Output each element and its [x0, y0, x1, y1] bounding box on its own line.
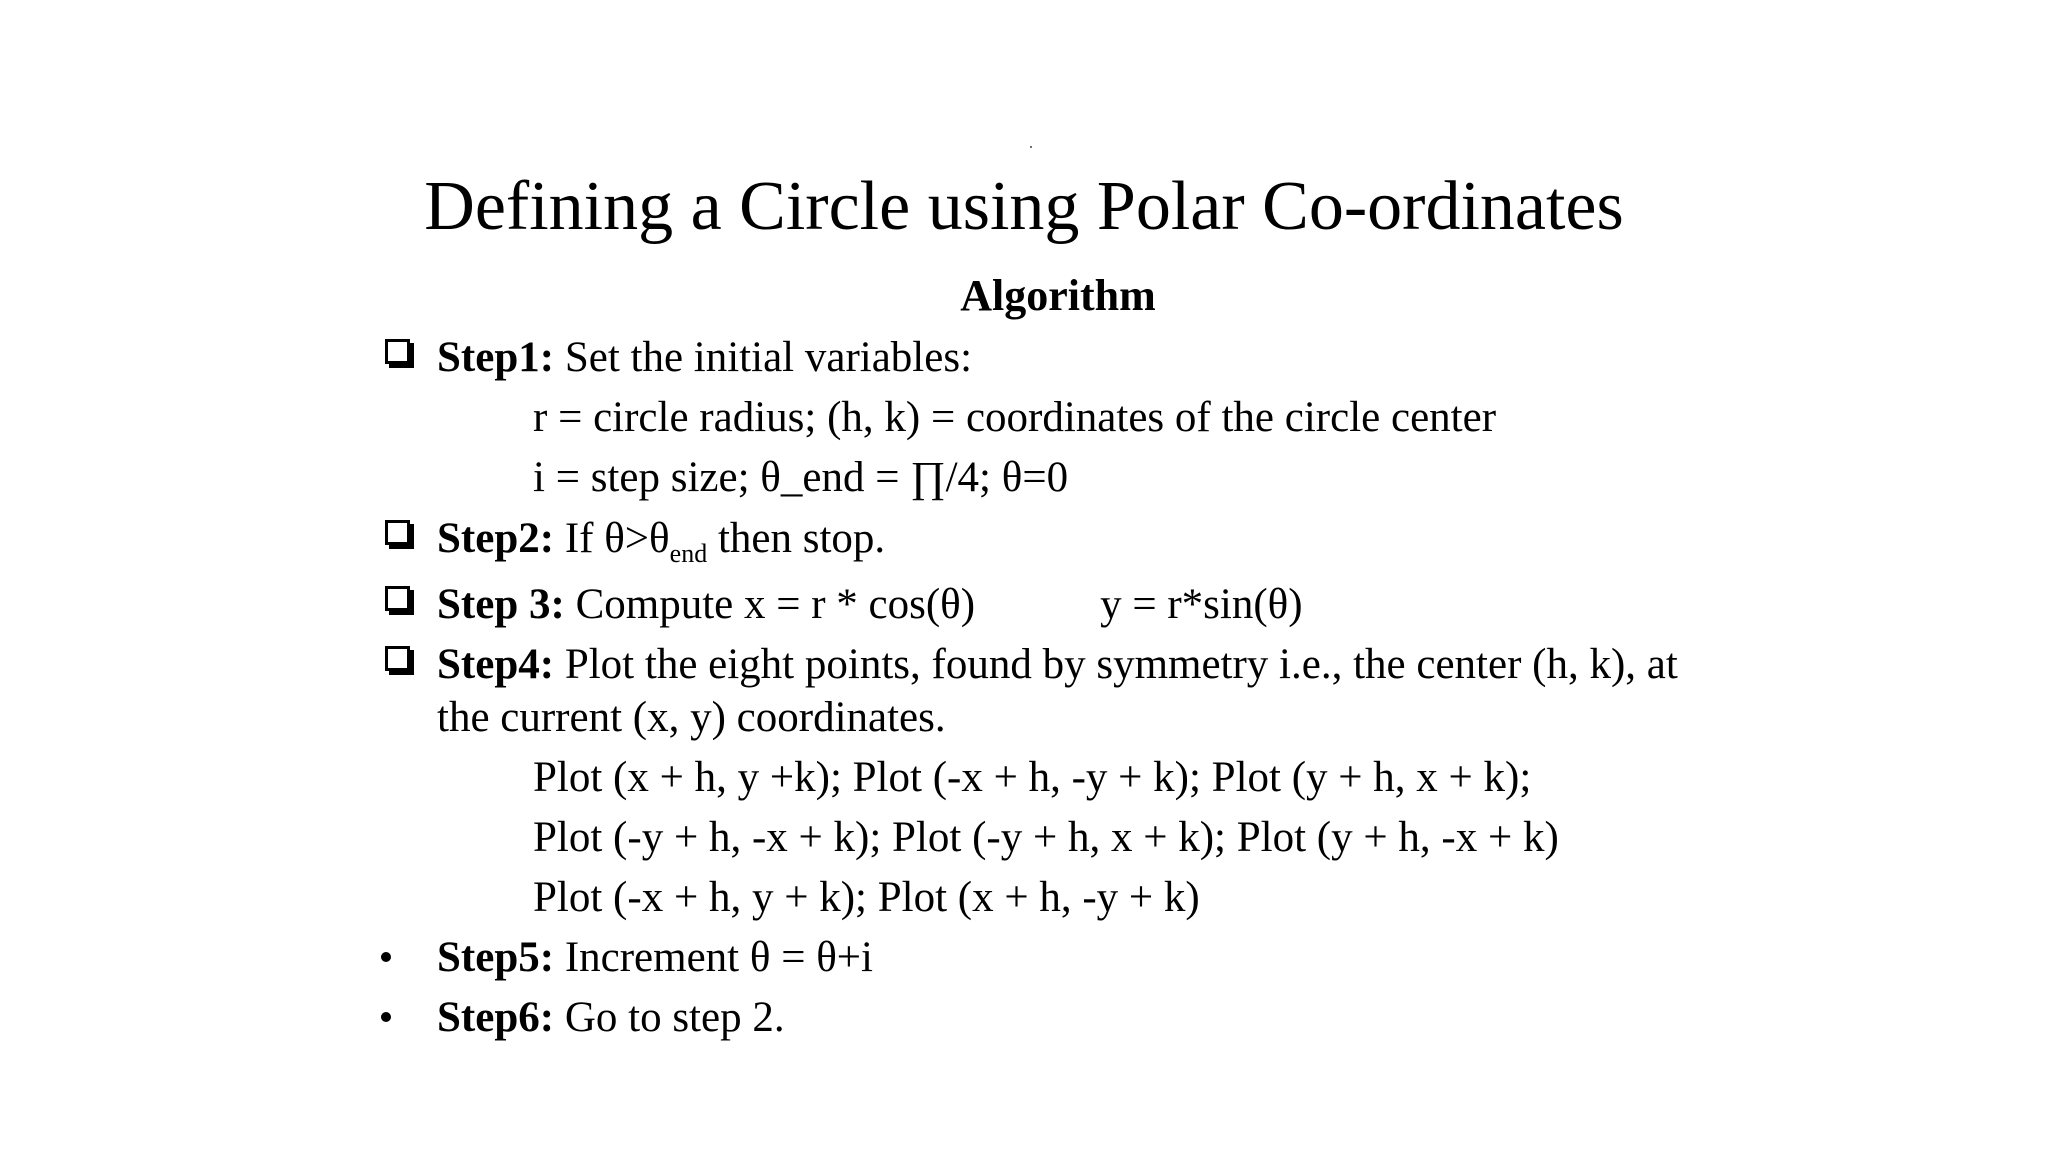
step1-detail-2: i = step size; θ_end = ∏/4; θ=0 [533, 454, 1069, 501]
step1-detail-1: r = circle radius; (h, k) = coordinates of the circle center [533, 394, 1497, 441]
step2-text-after: then stop. [707, 515, 886, 562]
round-bullet-icon [381, 1012, 391, 1022]
checkbox-bullet-icon [385, 339, 410, 364]
step4-text: Plot the eight points, found by symmetry i.e., the center (h, k), at [554, 641, 1678, 688]
step3-text-y: y = r*sin(θ) [1100, 581, 1303, 628]
step1-text: Set the initial variables: [554, 334, 973, 381]
step4-plot-line-2: Plot (-y + h, -x + k); Plot (-y + h, x + k); Plot (y + h, -x + k) [533, 814, 1559, 861]
step5-label: Step5: [437, 934, 555, 981]
step4-continuation: the current (x, y) coordinates. [437, 694, 946, 741]
step6-text: Go to step 2. [554, 994, 785, 1041]
section-subtitle: Algorithm [960, 271, 1156, 320]
step6-line [437, 991, 785, 1045]
step5-text: Increment θ = θ+i [554, 934, 873, 981]
checkbox-bullet-icon [385, 646, 410, 671]
step1-label: Step1: [437, 334, 555, 381]
step3-line [437, 578, 1303, 632]
step4-label: Step4: [437, 641, 555, 688]
checkbox-bullet-icon [385, 586, 410, 611]
step1-line [437, 331, 972, 385]
step5-line [437, 931, 873, 985]
step6-label: Step6: [437, 994, 555, 1041]
step2-line [437, 512, 885, 566]
step2-subscript: end [669, 539, 708, 568]
stray-dot [1030, 146, 1032, 148]
page-title: Defining a Circle using Polar Co-ordinates [424, 168, 1624, 245]
step3-label: Step 3: [437, 581, 565, 628]
step4-plot-line-1: Plot (x + h, y +k); Plot (-x + h, -y + k); Plot (y + h, x + k); [533, 754, 1532, 801]
step4-plot-line-3: Plot (-x + h, y + k); Plot (x + h, -y + k) [533, 874, 1200, 921]
checkbox-bullet-icon [385, 520, 410, 545]
step3-text-x: Compute x = r * cos(θ) [564, 581, 976, 628]
step4-line [437, 638, 1678, 692]
round-bullet-icon [381, 952, 391, 962]
step2-text-before: If θ>θ [554, 515, 670, 562]
step2-label: Step2: [437, 515, 555, 562]
